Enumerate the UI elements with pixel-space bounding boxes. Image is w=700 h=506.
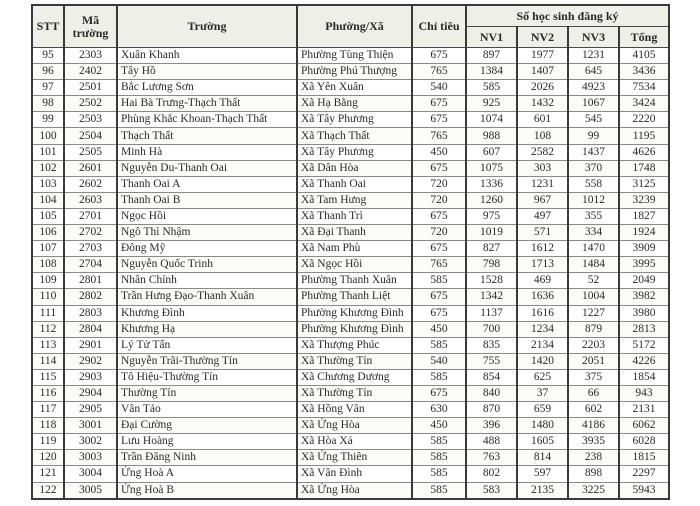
cell-chi-tieu: 450 [412, 418, 466, 434]
cell-nv3: 545 [568, 112, 619, 128]
cell-nv2: 2582 [517, 144, 568, 160]
cell-nv3: 1004 [568, 289, 619, 305]
table-row [32, 64, 669, 80]
cell-tong: 2297 [619, 466, 669, 482]
cell-nv1: 700 [466, 321, 517, 337]
cell-nv2: 2026 [517, 80, 568, 96]
cell-stt: 104 [32, 192, 64, 208]
cell-nv1: 798 [466, 257, 517, 273]
table-row [32, 273, 669, 289]
cell-truong: Ngô Thì Nhậm [117, 225, 297, 241]
cell-tong: 4105 [619, 48, 669, 64]
cell-truong: Trần Đăng Ninh [117, 450, 297, 466]
cell-ma-truong: 3002 [64, 434, 117, 450]
cell-nv2: 1616 [517, 305, 568, 321]
cell-nv3: 602 [568, 402, 619, 418]
cell-ma-truong: 2704 [64, 257, 117, 273]
table-row [32, 434, 669, 450]
table-row [32, 466, 669, 482]
cell-ma-truong: 2503 [64, 112, 117, 128]
header-truong: Trường [117, 5, 297, 48]
header-chi-tieu: Chỉ tiêu [412, 5, 466, 48]
cell-chi-tieu: 720 [412, 225, 466, 241]
cell-nv1: 396 [466, 418, 517, 434]
table-row [32, 450, 669, 466]
cell-nv1: 870 [466, 402, 517, 418]
cell-ma-truong: 2904 [64, 385, 117, 401]
cell-truong: Thanh Oai B [117, 192, 297, 208]
cell-phuong-xa: Xã Ứng Thiên [297, 450, 412, 466]
cell-phuong-xa: Xã Ứng Hòa [297, 418, 412, 434]
cell-ma-truong: 2804 [64, 321, 117, 337]
cell-nv2: 601 [517, 112, 568, 128]
cell-tong: 6062 [619, 418, 669, 434]
cell-nv3: 370 [568, 160, 619, 176]
cell-phuong-xa: Phường Khương Đình [297, 305, 412, 321]
header-tong: Tổng [619, 27, 669, 48]
cell-stt: 109 [32, 273, 64, 289]
cell-truong: Tô Hiệu-Thường Tín [117, 369, 297, 385]
header-ma-truong [64, 5, 117, 48]
cell-ma-truong: 2505 [64, 144, 117, 160]
table-row [32, 225, 669, 241]
cell-nv1: 1074 [466, 112, 517, 128]
cell-truong: Hai Bà Trưng-Thạch Thất [117, 96, 297, 112]
table-row [32, 289, 669, 305]
cell-tong: 3982 [619, 289, 669, 305]
cell-tong: 1924 [619, 225, 669, 241]
cell-ma-truong: 3004 [64, 466, 117, 482]
cell-phuong-xa: Phường Thanh Liệt [297, 289, 412, 305]
cell-truong: Vân Tảo [117, 402, 297, 418]
table-row [32, 80, 669, 96]
cell-truong: Khương Đình [117, 305, 297, 321]
cell-nv3: 375 [568, 369, 619, 385]
cell-stt: 98 [32, 96, 64, 112]
cell-truong: Thường Tín [117, 385, 297, 401]
cell-nv2: 1636 [517, 289, 568, 305]
cell-nv2: 571 [517, 225, 568, 241]
header-so-hoc-sinh-dang-ky: Số học sinh đăng ký [466, 5, 669, 27]
admissions-registration-table [31, 4, 670, 500]
cell-stt: 96 [32, 64, 64, 80]
cell-tong: 4626 [619, 144, 669, 160]
cell-nv3: 4923 [568, 80, 619, 96]
table-body [32, 48, 669, 499]
cell-stt: 117 [32, 402, 64, 418]
cell-nv1: 925 [466, 96, 517, 112]
cell-chi-tieu: 675 [412, 305, 466, 321]
cell-ma-truong: 2902 [64, 353, 117, 369]
cell-phuong-xa: Phường Thanh Xuân [297, 273, 412, 289]
cell-stt: 116 [32, 385, 64, 401]
cell-truong: Nguyễn Trãi-Thường Tín [117, 353, 297, 369]
cell-phuong-xa: Xã Dân Hòa [297, 160, 412, 176]
cell-nv3: 238 [568, 450, 619, 466]
cell-tong: 1815 [619, 450, 669, 466]
cell-ma-truong: 2501 [64, 80, 117, 96]
cell-truong: Thanh Oai A [117, 176, 297, 192]
cell-stt: 105 [32, 208, 64, 224]
cell-nv3: 898 [568, 466, 619, 482]
table-row [32, 385, 669, 401]
cell-ma-truong: 2603 [64, 192, 117, 208]
cell-truong: Ứng Hoà A [117, 466, 297, 482]
cell-ma-truong: 2502 [64, 96, 117, 112]
cell-nv3: 645 [568, 64, 619, 80]
cell-stt: 112 [32, 321, 64, 337]
table-row [32, 402, 669, 418]
cell-truong: Thạch Thất [117, 128, 297, 144]
cell-chi-tieu: 720 [412, 176, 466, 192]
cell-nv1: 1137 [466, 305, 517, 321]
cell-chi-tieu: 450 [412, 321, 466, 337]
cell-stt: 102 [32, 160, 64, 176]
cell-tong: 1854 [619, 369, 669, 385]
cell-chi-tieu: 585 [412, 450, 466, 466]
cell-stt: 114 [32, 353, 64, 369]
cell-ma-truong: 2803 [64, 305, 117, 321]
table-row [32, 128, 669, 144]
cell-nv2: 37 [517, 385, 568, 401]
cell-chi-tieu: 540 [412, 80, 466, 96]
cell-nv2: 1480 [517, 418, 568, 434]
table-row [32, 257, 669, 273]
cell-nv1: 583 [466, 482, 517, 499]
cell-phuong-xa: Xã Đại Thanh [297, 225, 412, 241]
cell-phuong-xa: Xã Thường Tín [297, 385, 412, 401]
cell-tong: 1748 [619, 160, 669, 176]
cell-tong: 2131 [619, 402, 669, 418]
cell-phuong-xa: Xã Thanh Oai [297, 176, 412, 192]
cell-nv1: 897 [466, 48, 517, 64]
cell-phuong-xa: Xã Tam Hưng [297, 192, 412, 208]
table-header [32, 5, 669, 48]
cell-tong: 3239 [619, 192, 669, 208]
cell-ma-truong: 2701 [64, 208, 117, 224]
cell-nv3: 879 [568, 321, 619, 337]
cell-ma-truong: 3001 [64, 418, 117, 434]
cell-stt: 113 [32, 337, 64, 353]
cell-nv1: 488 [466, 434, 517, 450]
cell-nv3: 2051 [568, 353, 619, 369]
table-row [32, 176, 669, 192]
cell-stt: 120 [32, 450, 64, 466]
header-nv2: NV2 [517, 27, 568, 48]
cell-nv1: 835 [466, 337, 517, 353]
cell-stt: 106 [32, 225, 64, 241]
cell-tong: 7534 [619, 80, 669, 96]
cell-nv1: 854 [466, 369, 517, 385]
cell-phuong-xa: Phường Phú Thượng [297, 64, 412, 80]
header-phuong-xa: Phường/Xã [297, 5, 412, 48]
cell-phuong-xa: Xã Yên Xuân [297, 80, 412, 96]
cell-nv2: 108 [517, 128, 568, 144]
cell-truong: Tây Hồ [117, 64, 297, 80]
cell-nv1: 1528 [466, 273, 517, 289]
cell-tong: 2813 [619, 321, 669, 337]
cell-tong: 4226 [619, 353, 669, 369]
cell-nv2: 1432 [517, 96, 568, 112]
cell-tong: 5943 [619, 482, 669, 499]
cell-ma-truong: 2905 [64, 402, 117, 418]
cell-chi-tieu: 585 [412, 482, 466, 499]
cell-tong: 5172 [619, 337, 669, 353]
cell-nv3: 1012 [568, 192, 619, 208]
cell-chi-tieu: 765 [412, 64, 466, 80]
cell-phuong-xa: Xã Nam Phù [297, 241, 412, 257]
cell-tong: 3424 [619, 96, 669, 112]
cell-chi-tieu: 720 [412, 192, 466, 208]
header-ma-truong-line2: trường [72, 25, 109, 40]
cell-stt: 111 [32, 305, 64, 321]
cell-nv2: 1605 [517, 434, 568, 450]
cell-chi-tieu: 675 [412, 160, 466, 176]
cell-stt: 122 [32, 482, 64, 499]
cell-tong: 2220 [619, 112, 669, 128]
cell-truong: Phùng Khắc Khoan-Thạch Thất [117, 112, 297, 128]
cell-ma-truong: 2703 [64, 241, 117, 257]
table-row [32, 160, 669, 176]
cell-stt: 108 [32, 257, 64, 273]
cell-nv1: 975 [466, 208, 517, 224]
table-row [32, 192, 669, 208]
table-row [32, 353, 669, 369]
cell-nv3: 1067 [568, 96, 619, 112]
cell-phuong-xa: Xã Ngọc Hồi [297, 257, 412, 273]
cell-nv2: 1612 [517, 241, 568, 257]
cell-nv2: 469 [517, 273, 568, 289]
table-row [32, 144, 669, 160]
cell-nv3: 3935 [568, 434, 619, 450]
header-ma-truong-line1: Mã [81, 12, 100, 27]
cell-nv2: 303 [517, 160, 568, 176]
cell-ma-truong: 3005 [64, 482, 117, 499]
cell-phuong-xa: Xã Ứng Hòa [297, 482, 412, 499]
table-row [32, 96, 669, 112]
cell-truong: Nguyễn Du-Thanh Oai [117, 160, 297, 176]
cell-chi-tieu: 765 [412, 128, 466, 144]
cell-truong: Minh Hà [117, 144, 297, 160]
admissions-table-container [31, 4, 670, 500]
cell-nv1: 585 [466, 80, 517, 96]
cell-nv3: 558 [568, 176, 619, 192]
cell-tong: 3436 [619, 64, 669, 80]
cell-ma-truong: 2903 [64, 369, 117, 385]
cell-stt: 97 [32, 80, 64, 96]
cell-stt: 119 [32, 434, 64, 450]
cell-tong: 1827 [619, 208, 669, 224]
cell-phuong-xa: Xã Thanh Trì [297, 208, 412, 224]
cell-chi-tieu: 585 [412, 369, 466, 385]
cell-nv1: 1336 [466, 176, 517, 192]
cell-truong: Đại Cường [117, 418, 297, 434]
cell-stt: 121 [32, 466, 64, 482]
cell-nv1: 1384 [466, 64, 517, 80]
cell-ma-truong: 2303 [64, 48, 117, 64]
cell-nv3: 99 [568, 128, 619, 144]
cell-chi-tieu: 675 [412, 208, 466, 224]
table-row [32, 305, 669, 321]
cell-phuong-xa: Xã Thạch Thất [297, 128, 412, 144]
cell-nv3: 4186 [568, 418, 619, 434]
cell-nv2: 1234 [517, 321, 568, 337]
cell-ma-truong: 2901 [64, 337, 117, 353]
cell-chi-tieu: 585 [412, 273, 466, 289]
cell-phuong-xa: Xã Thượng Phúc [297, 337, 412, 353]
cell-nv1: 1260 [466, 192, 517, 208]
cell-tong: 3909 [619, 241, 669, 257]
cell-chi-tieu: 585 [412, 337, 466, 353]
cell-nv1: 802 [466, 466, 517, 482]
cell-phuong-xa: Phường Tùng Thiện [297, 48, 412, 64]
header-nv3: NV3 [568, 27, 619, 48]
cell-phuong-xa: Xã Hồng Vân [297, 402, 412, 418]
cell-nv1: 827 [466, 241, 517, 257]
cell-nv2: 659 [517, 402, 568, 418]
cell-truong: Nhân Chính [117, 273, 297, 289]
cell-nv2: 1407 [517, 64, 568, 80]
cell-nv2: 967 [517, 192, 568, 208]
table-row [32, 337, 669, 353]
cell-truong: Trần Hưng Đạo-Thanh Xuân [117, 289, 297, 305]
cell-nv3: 1484 [568, 257, 619, 273]
cell-nv1: 607 [466, 144, 517, 160]
cell-nv2: 2134 [517, 337, 568, 353]
cell-chi-tieu: 585 [412, 434, 466, 450]
cell-nv3: 2203 [568, 337, 619, 353]
cell-truong: Lưu Hoàng [117, 434, 297, 450]
cell-phuong-xa: Xã Tây Phương [297, 112, 412, 128]
cell-tong: 3125 [619, 176, 669, 192]
cell-ma-truong: 3003 [64, 450, 117, 466]
cell-nv2: 597 [517, 466, 568, 482]
cell-phuong-xa: Xã Vân Đình [297, 466, 412, 482]
cell-truong: Khương Hạ [117, 321, 297, 337]
cell-truong: Ngọc Hồi [117, 208, 297, 224]
cell-chi-tieu: 675 [412, 96, 466, 112]
cell-stt: 107 [32, 241, 64, 257]
cell-phuong-xa: Phường Khương Đình [297, 321, 412, 337]
cell-stt: 99 [32, 112, 64, 128]
cell-nv2: 1977 [517, 48, 568, 64]
cell-tong: 1195 [619, 128, 669, 144]
cell-stt: 100 [32, 128, 64, 144]
cell-truong: Lý Tử Tấn [117, 337, 297, 353]
table-row [32, 208, 669, 224]
cell-nv3: 1437 [568, 144, 619, 160]
cell-nv3: 334 [568, 225, 619, 241]
cell-truong: Bắc Lương Sơn [117, 80, 297, 96]
cell-stt: 115 [32, 369, 64, 385]
cell-tong: 2049 [619, 273, 669, 289]
cell-nv2: 814 [517, 450, 568, 466]
cell-stt: 103 [32, 176, 64, 192]
cell-phuong-xa: Xã Hạ Bằng [297, 96, 412, 112]
cell-ma-truong: 2602 [64, 176, 117, 192]
cell-chi-tieu: 675 [412, 241, 466, 257]
cell-nv3: 1231 [568, 48, 619, 64]
cell-nv3: 3225 [568, 482, 619, 499]
cell-ma-truong: 2601 [64, 160, 117, 176]
cell-nv2: 1420 [517, 353, 568, 369]
table-row [32, 418, 669, 434]
cell-ma-truong: 2504 [64, 128, 117, 144]
cell-truong: Ứng Hoà B [117, 482, 297, 499]
cell-chi-tieu: 675 [412, 48, 466, 64]
cell-stt: 118 [32, 418, 64, 434]
cell-nv2: 1231 [517, 176, 568, 192]
cell-chi-tieu: 675 [412, 289, 466, 305]
table-row [32, 369, 669, 385]
cell-nv3: 52 [568, 273, 619, 289]
cell-truong: Nguyễn Quốc Trinh [117, 257, 297, 273]
cell-truong: Xuân Khanh [117, 48, 297, 64]
header-stt: STT [32, 5, 64, 48]
table-row [32, 321, 669, 337]
cell-stt: 95 [32, 48, 64, 64]
cell-nv3: 66 [568, 385, 619, 401]
cell-ma-truong: 2801 [64, 273, 117, 289]
cell-chi-tieu: 765 [412, 257, 466, 273]
cell-ma-truong: 2702 [64, 225, 117, 241]
table-row [32, 482, 669, 499]
table-row [32, 48, 669, 64]
cell-nv2: 1713 [517, 257, 568, 273]
cell-tong: 3980 [619, 305, 669, 321]
table-row [32, 112, 669, 128]
cell-phuong-xa: Xã Thường Tín [297, 353, 412, 369]
cell-chi-tieu: 540 [412, 353, 466, 369]
cell-chi-tieu: 630 [412, 402, 466, 418]
cell-nv1: 1075 [466, 160, 517, 176]
cell-nv2: 2135 [517, 482, 568, 499]
cell-nv3: 1470 [568, 241, 619, 257]
cell-nv3: 1227 [568, 305, 619, 321]
header-nv1: NV1 [466, 27, 517, 48]
cell-phuong-xa: Xã Hòa Xá [297, 434, 412, 450]
cell-ma-truong: 2802 [64, 289, 117, 305]
cell-nv2: 497 [517, 208, 568, 224]
cell-nv1: 988 [466, 128, 517, 144]
cell-nv2: 625 [517, 369, 568, 385]
cell-chi-tieu: 585 [412, 466, 466, 482]
cell-chi-tieu: 675 [412, 112, 466, 128]
cell-nv1: 1342 [466, 289, 517, 305]
cell-stt: 101 [32, 144, 64, 160]
cell-nv1: 755 [466, 353, 517, 369]
cell-stt: 110 [32, 289, 64, 305]
table-row [32, 241, 669, 257]
cell-ma-truong: 2402 [64, 64, 117, 80]
cell-chi-tieu: 675 [412, 385, 466, 401]
cell-nv1: 1019 [466, 225, 517, 241]
cell-phuong-xa: Xã Chương Dương [297, 369, 412, 385]
cell-nv3: 355 [568, 208, 619, 224]
cell-nv1: 763 [466, 450, 517, 466]
cell-nv1: 840 [466, 385, 517, 401]
cell-chi-tieu: 450 [412, 144, 466, 160]
cell-tong: 943 [619, 385, 669, 401]
cell-truong: Đông Mỹ [117, 241, 297, 257]
cell-phuong-xa: Xã Tây Phương [297, 144, 412, 160]
cell-tong: 3995 [619, 257, 669, 273]
cell-tong: 6028 [619, 434, 669, 450]
